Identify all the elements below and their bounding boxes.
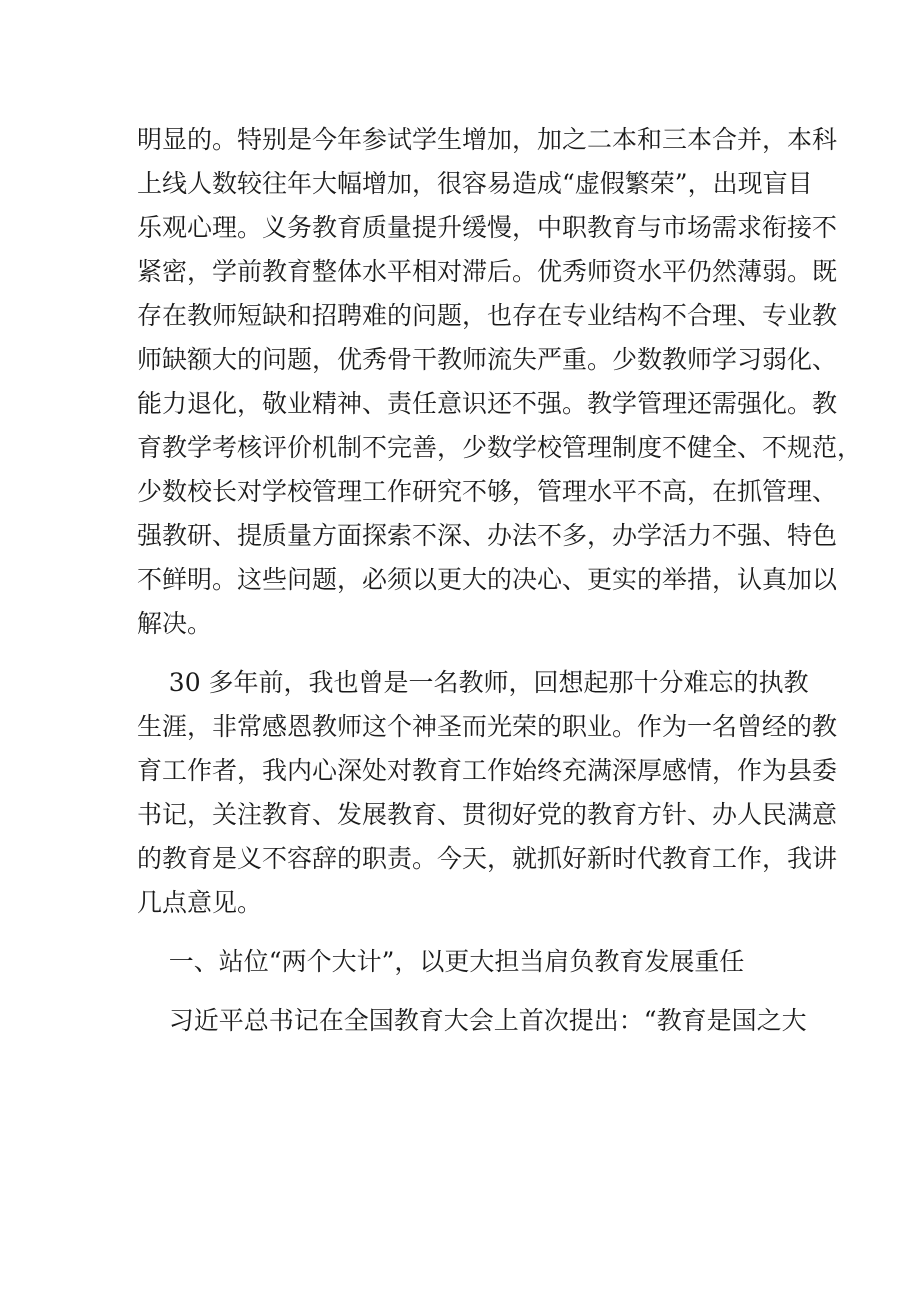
text-line: 强教研、提质量方面探索不深、办法不多，办学活力不强、特色 [137, 521, 838, 550]
text-line: 少数校长对学校管理工作研究不够，管理水平不高，在抓管理、 [137, 477, 838, 506]
text-line: 30 多年前，我也曾是一名教师，回想起那十分难忘的执教 [137, 668, 809, 697]
paragraph-quote [137, 999, 807, 1043]
text-line: 存在教师短缺和招聘难的问题，也存在专业结构不合理、专业教 [137, 301, 838, 330]
paragraph-problems [137, 118, 863, 646]
text-line: 师缺额大的问题，优秀骨干教师流失严重。少数教师学习弱化、 [137, 345, 838, 374]
text-line: 能力退化，敬业精神、责任意识还不强。教学管理还需强化。教 [137, 389, 838, 418]
document-body [137, 118, 863, 1058]
text-line: 几点意见。 [137, 888, 263, 917]
text-line: 紧密，学前教育整体水平相对滞后。优秀师资水平仍然薄弱。既 [137, 257, 838, 286]
text-line: 育教学考核评价机制不完善，少数学校管理制度不健全、不规范， [137, 433, 863, 462]
text-line: 乐观心理。义务教育质量提升缓慢，中职教育与市场需求衔接不 [137, 213, 838, 242]
paragraph-personal [137, 661, 838, 925]
text-line: 的教育是义不容辞的职责。今天，就抓好新时代教育工作，我讲 [137, 844, 838, 873]
heading-line: 一、站位“两个大计”，以更大担当肩负教育发展重任 [137, 947, 745, 976]
text-line: 明显的。特别是今年参试学生增加，加之二本和三本合并，本科 [137, 125, 838, 154]
section-heading [137, 940, 797, 984]
text-line: 解决。 [137, 609, 213, 638]
text-line: 习近平总书记在全国教育大会上首次提出：“教育是国之大 [137, 1006, 807, 1035]
text-line: 书记，关注教育、发展教育、贯彻好党的教育方针、办人民满意 [137, 800, 838, 829]
text-line: 上线人数较往年大幅增加，很容易造成“虚假繁荣”，出现盲目 [137, 169, 813, 198]
text-line: 不鲜明。这些问题，必须以更大的决心、更实的举措，认真加以 [137, 565, 838, 594]
text-line: 育工作者，我内心深处对教育工作始终充满深厚感情，作为县委 [137, 756, 838, 785]
text-line: 生涯，非常感恩教师这个神圣而光荣的职业。作为一名曾经的教 [137, 712, 838, 741]
